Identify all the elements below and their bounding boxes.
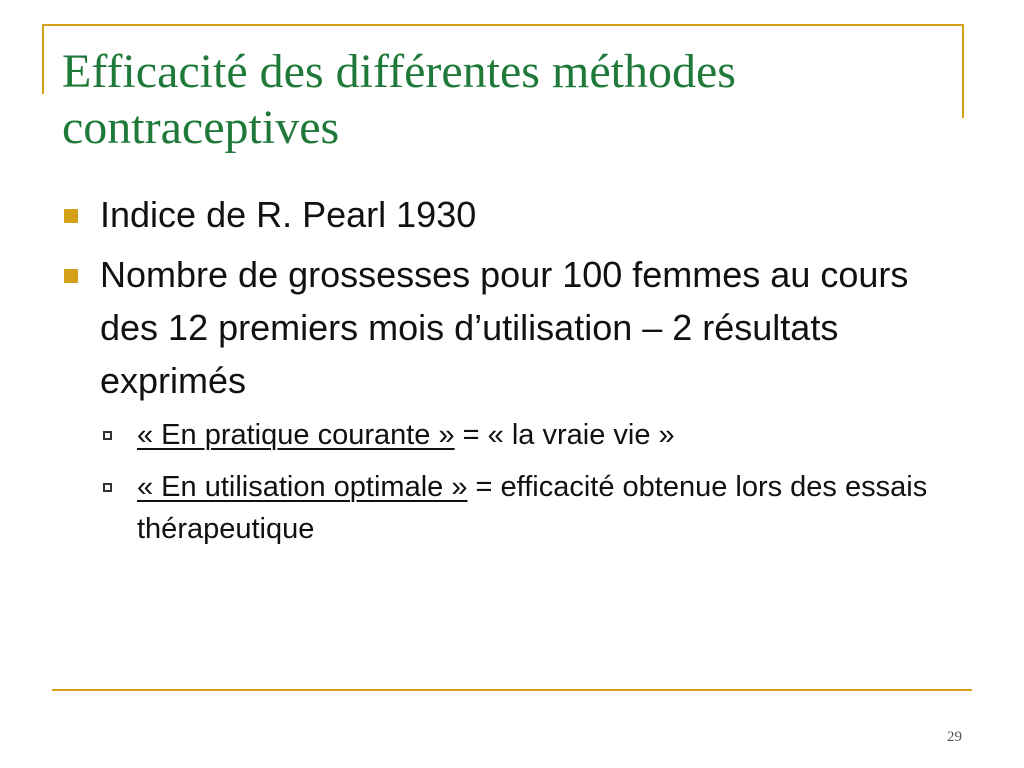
bullet-item-pearl-index (62, 188, 972, 241)
footer-divider (52, 689, 972, 691)
frame-right-line (962, 24, 964, 118)
square-bullet-icon (64, 269, 78, 283)
hollow-square-bullet-icon (103, 483, 112, 492)
sub-bullet-text: = « la vraie vie » (454, 419, 675, 451)
bullet-text: Nombre de grossesses pour 100 femmes au cours des 12 premiers mois d’utilisation – 2 résultats exprimés (100, 254, 909, 401)
square-bullet-icon (64, 209, 78, 223)
hollow-square-bullet-icon (103, 431, 112, 440)
bullet-text: Indice de R. Pearl 1930 (100, 194, 477, 235)
sub-bullet-underlined-text: « En pratique courante » (137, 419, 455, 451)
page-number: 29 (947, 729, 962, 745)
sub-bullet-item-perfect-use (100, 466, 972, 550)
sub-bullet-underlined-text: « En utilisation optimale » (137, 471, 468, 503)
bullet-item-pregnancy-count (62, 248, 972, 407)
slide-title: Efficacité des différentes méthodes contraceptives (62, 45, 736, 154)
sub-bullet-item-typical-use (100, 414, 972, 456)
sub-bullet-text: = efficacité obtenue lors des essais thérapeutique (137, 471, 928, 545)
frame-top-line (42, 24, 964, 26)
frame-left-line (42, 24, 44, 94)
bullet-list (62, 188, 972, 560)
